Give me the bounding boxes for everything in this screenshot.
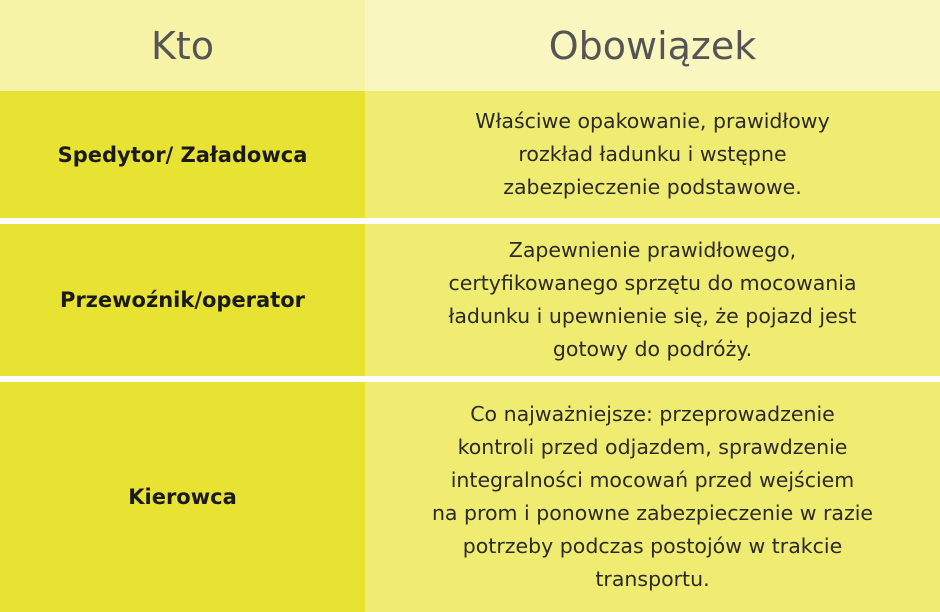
row-who-cell [0,376,365,612]
row-who-cell [0,91,365,218]
row-who-cell [0,218,365,376]
row-who-label: Spedytor/ Załadowca [57,142,308,167]
header-who-label: Kto [150,23,215,68]
row-duty-text: Właściwe opakowanie, prawidłowy rozkład ładunku i wstępne zabezpieczenie podstawowe. [475,109,830,199]
header-who-cell [0,0,365,91]
row-duty-cell [365,376,940,612]
row-duty-text: Zapewnienie prawidłowego, certyfikowanego sprzętu do mocowania ładunku i upewnienie się, że pojazd jest gotowy do podróży. [448,238,857,361]
row-who-label: Przewoźnik/operator [59,288,306,312]
row-who-label: Kierowca [128,485,237,509]
row-duty-cell [365,218,940,376]
header-duty-cell [365,0,940,91]
row-duty-text: Co najważniejsze: przeprowadzenie kontroli przed odjazdem, sprawdzenie integralności mocowań przed wejściem na prom i ponowne zabezpieczenie w razie potrzeby podczas postojów w trakcie transportu. [431,402,874,591]
row-duty-cell [365,91,940,218]
header-duty-label: Obowiązek [548,23,757,68]
